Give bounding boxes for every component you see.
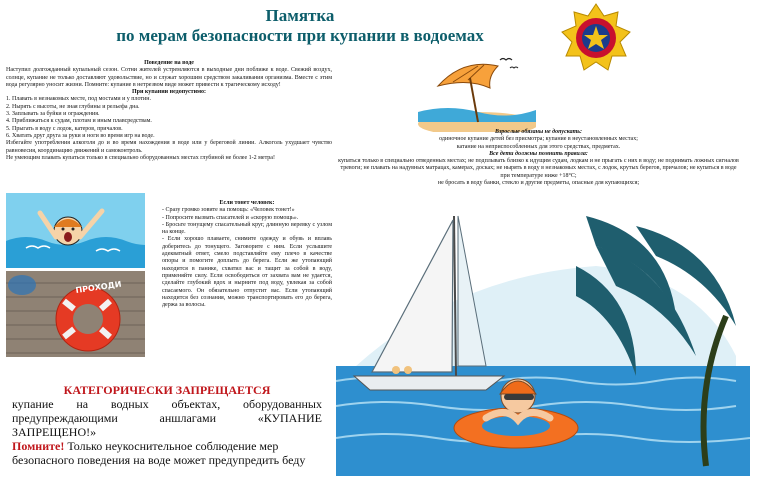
list-item: - Сразу громко зовите на помощь: «Человек тонет!» [162, 207, 295, 214]
list-item: 2. Нырять с высоты, не зная глубины и рельефа дна. [6, 103, 140, 110]
list-item: - Попросите вызвать спасателей и «скорую помощь». [162, 214, 299, 221]
sailboat-swimmer-illustration [336, 206, 750, 476]
ban-title: КАТЕГОРИЧЕСКИ ЗАПРЕЩАЕТСЯ [63, 383, 271, 397]
beach-umbrella-illustration [418, 52, 536, 132]
title-line-1: Памятка [265, 6, 335, 25]
drowning-child-illustration [6, 193, 145, 268]
rules-heading: При купании недопустимо: [131, 89, 207, 96]
lifebuoy-photo [6, 271, 145, 357]
behavior-outro: Избегайте употребления алкоголя до и во время нахождения в воде или у береговой линии. Алкоголь ухудшает чувство равновесия, координацию движений и самоконтроль. [6, 140, 332, 154]
remember-text: Только неукоснительное соблюдение мер безопасного поведения на воде может предупредить беду [12, 439, 306, 467]
ban-text: купание на водных объектах, оборудованных предупреждающими аншлагами «КУПАНИЕ [12, 397, 322, 425]
adults-rules-section [336, 129, 741, 187]
list-item: 1. Плавать в незнакомых месте, под мостами и у плотин. [6, 96, 151, 103]
list-item: катание на неприспособленных для этого средствах, предметах. [456, 143, 621, 150]
ban-text-end: ЗАПРЕЩЕНО!» [12, 425, 97, 439]
children-rules-last: не бросать в воду банки, стекло и другие предметы, опасные для купающихся; [437, 180, 640, 187]
list-item: одиночное купание детей без присмотра; купание в неустановленных местах; [439, 136, 638, 143]
children-rules: купаться только в специально отведенных местах; не подплывать близко к идущим судам, лодкам и не прыгать с них в воду; не поднимать ложных сигналов тревоги; не плавать на надувных матрацах, камерах, досках; не нырять в воду в незнакомых местах, с лодок, крутых берегов, причалов; не купаться в воде при температуре ниже +18°С; [338, 158, 739, 179]
lifebuoy-text: ПРОХОДИ [75, 279, 122, 295]
list-item: - Бросьте тонущему спасательный круг, длинную веревку с узлом на конце. [162, 221, 332, 236]
page-title [90, 6, 510, 46]
drowning-heading: Если тонет человек: [219, 200, 275, 206]
behavior-section [6, 60, 332, 162]
drowning-help-section [162, 200, 332, 309]
adults-heading: Взрослые обязаны не допускать: [494, 129, 583, 135]
rules-list [6, 96, 332, 140]
behavior-heading: Поведение на воде [144, 60, 194, 66]
list-item: 5. Прыгать в воду с лодок, катеров, причалов. [6, 125, 123, 132]
emergency-emblem [560, 2, 632, 74]
behavior-intro: Наступил долгожданный купальный сезон. Сотни жителей устремляются в выходные дни поближе к воде. Свежий воздух, солнце, купание не только доставляют удовольствие, но и служат хорошим средством закаливания организма. Вместе с этим вода регулярно уносит жизни. Помните: купание в нетрезвом виде может привести к трагическому исходу! [6, 67, 332, 88]
remember-note [12, 439, 322, 467]
list-item: - Если хорошо плаваете, снимите одежду и обувь и вплавь доберитесь до тонущего. Заговорите с ним. Если услышите адекватный ответ, смело подставляйте ему плечо в качестве опоры и помогите доплыть до берега. Если же утопающий находится в панике, схватил вас и тащит за собой в воду, применяйте силу. Если освободиться от захвата вам не удается, сделайте глубокий вдох и нырните под воду, увлекая за собой спасаемого. Он обязательно отпустит вас. Если утопающий находится без сознания, можно транспортировать его до берега, держа за волосы. [162, 236, 332, 309]
list-item: 4. Приближаться к судам, плотам и иным плавсредствам. [6, 118, 152, 125]
list-item: 3. Заплывать за буйки и ограждения. [6, 111, 100, 118]
list-item: 6. Хватать друг друга за руки и ноги во время игр на воде. [6, 132, 155, 139]
ban-section [12, 383, 322, 467]
remember-label: Помните! [12, 439, 65, 453]
kids-note: Не умеющим плавать купаться только в специально оборудованных местах глубиной не более 1-2 метра! [6, 154, 275, 161]
children-heading: Все дети должны помнить правила: [489, 150, 588, 157]
title-line-2: по мерам безопасности при купании в водоемах [116, 26, 484, 45]
